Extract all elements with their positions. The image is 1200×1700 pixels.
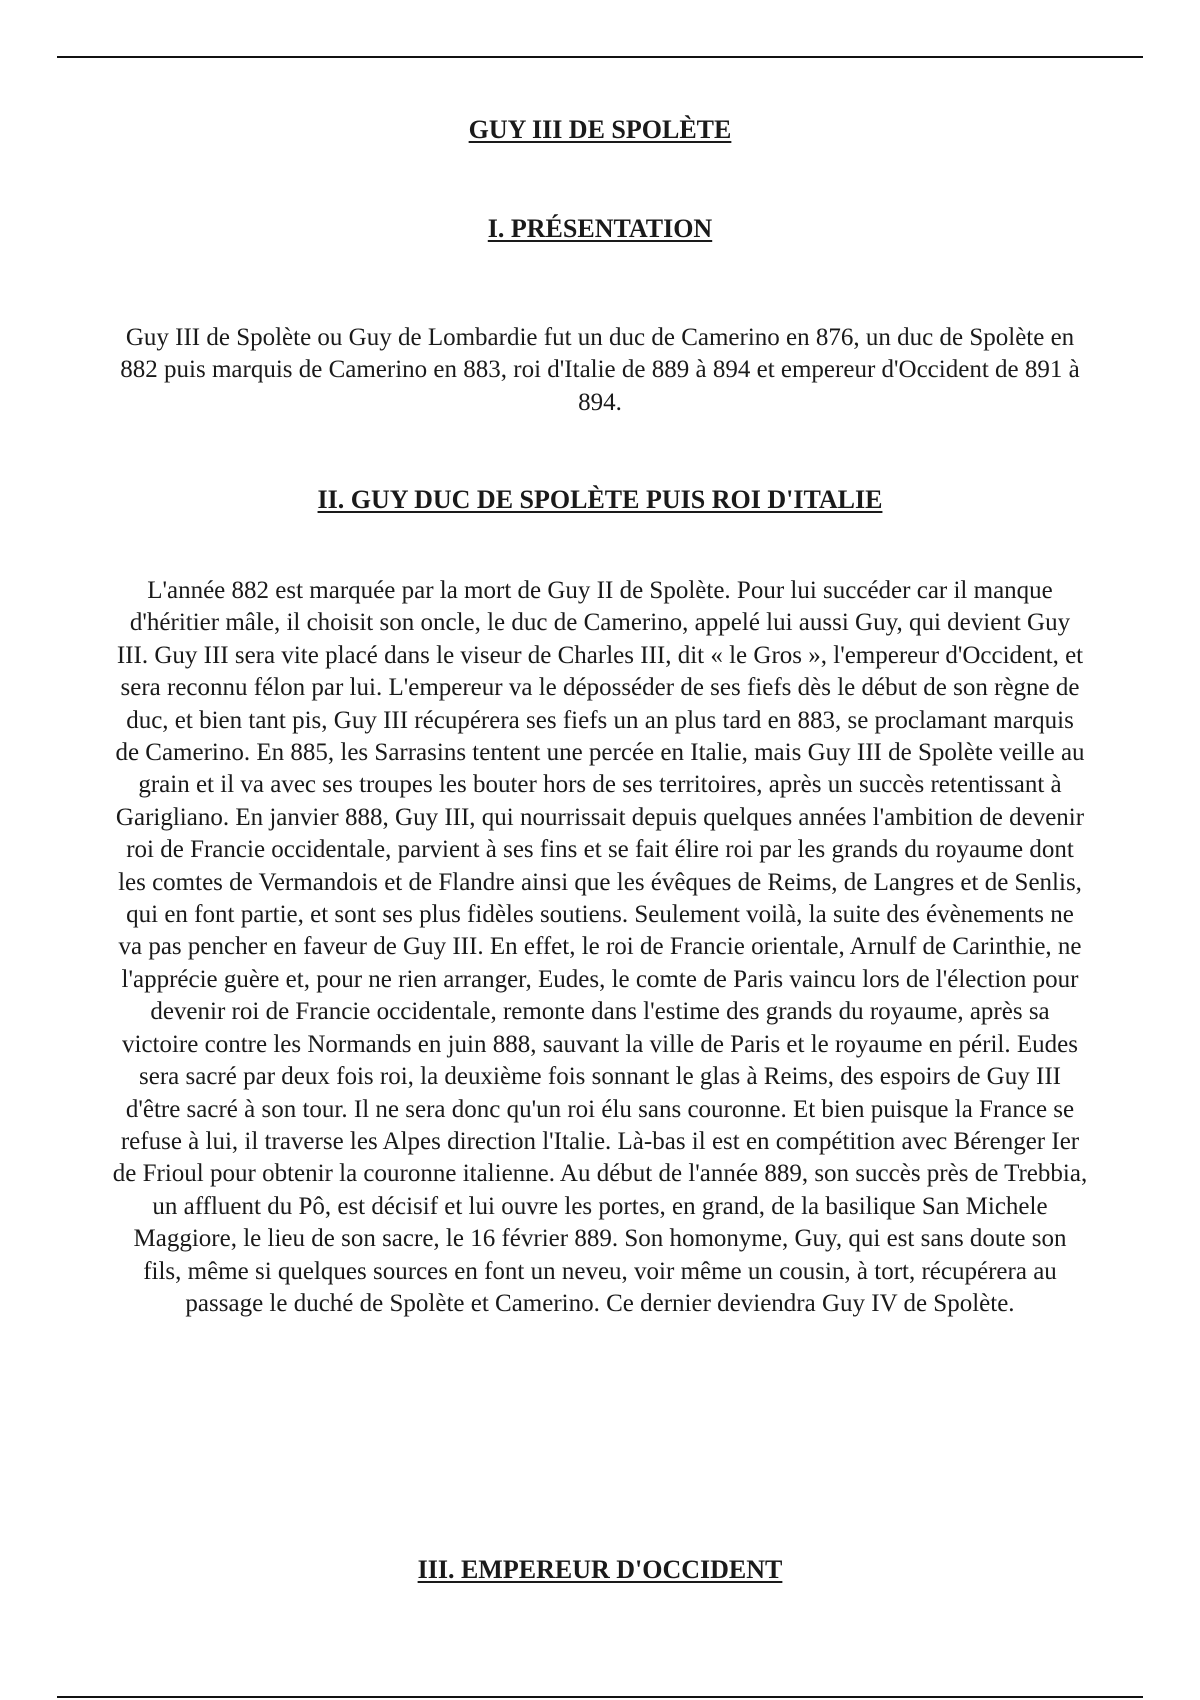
- section-text-presentation: Guy III de Spolète ou Guy de Lombardie fut un duc de Camerino en 876, un duc de Spolète en 882 puis marquis de Camerino en 883, roi d'Italie de 889 à 894 et empereur d'Occident de 891 à 894.: [120, 324, 1080, 416]
- section-heading-presentation: I. PRÉSENTATION: [487, 214, 713, 243]
- section-text-duc-roi: L'année 882 est marquée par la mort de Guy II de Spolète. Pour lui succéder car il manque d'héritier mâle, il choisit son oncle, le duc de Camerino, appelé lui aussi Guy, qui devient Guy III. Guy III sera vite placé dans le viseur de Charles III, dit « le Gros », l'empereur d'Occident, et sera reconnu félon par lui. L'empereur va le déposséder de ses fiefs dès le début de son règne de duc, et bien tant pis, Guy III récupérera ses fiefs un an plus tard en 883, se proclamant marquis de Camerino. En 885, les Sarrasins tentent une percée en Italie, mais Guy III de Spolète veille au grain et il va avec ses troupes les bouter hors de ses territoires, après un succès retentissant à Garigliano. En janvier 888, Guy III, qui nourrissait depuis quelques années l'ambition de devenir roi de Francie occidentale, parvient à ses fins et se fait élire roi par les grands du royaume dont les comtes de Vermandois et de Flandre ainsi que les évêques de Reims, de Langres et de Senlis, qui en font partie, et sont ses plus fidèles soutiens. Seulement voilà, la suite des évènements ne va pas pencher en faveur de Guy III. En effet, le roi de Francie orientale, Arnulf de Carinthie, ne l'apprécie guère et, pour ne rien arranger, Eudes, le comte de Paris vaincu lors de l'élection pour devenir roi de Francie occidentale, remonte dans l'estime des grands du royaume, après sa victoire contre les Normands en juin 888, sauvant la ville de Paris et le royaume en péril. Eudes sera sacré par deux fois roi, la deuxième fois sonnant le glas à Reims, des espoirs de Guy III d'être sacré à son tour. Il ne sera donc qu'un roi élu sans couronne. Et bien puisque la France se refuse à lui, il traverse les Alpes direction l'Italie. Là-bas il est en compétition avec Bérenger Ier de Frioul pour obtenir la couronne italienne. Au début de l'année 889, son succès près de Trebbia, un affluent du Pô, est décisif et lui ouvre les portes, en grand, de la basilique San Michele Maggiore, le lieu de son sacre, le 16 février 889. Son homonyme, Guy, qui est sans doute son fils, même si quelques sources en font un neveu, voir même un cousin, à tort, récupérera au passage le duché de Spolète et Camerino. Ce dernier deviendra Guy IV de Spolète.: [112, 577, 1088, 1317]
- section-heading-duc-roi: II. GUY DUC DE SPOLÈTE PUIS ROI D'ITALIE: [317, 485, 883, 514]
- section-heading-empereur: III. EMPEREUR D'OCCIDENT: [417, 1555, 783, 1584]
- top-rule: [57, 56, 1143, 58]
- document-title: GUY III DE SPOLÈTE: [468, 115, 732, 144]
- bottom-rule: [57, 1696, 1143, 1698]
